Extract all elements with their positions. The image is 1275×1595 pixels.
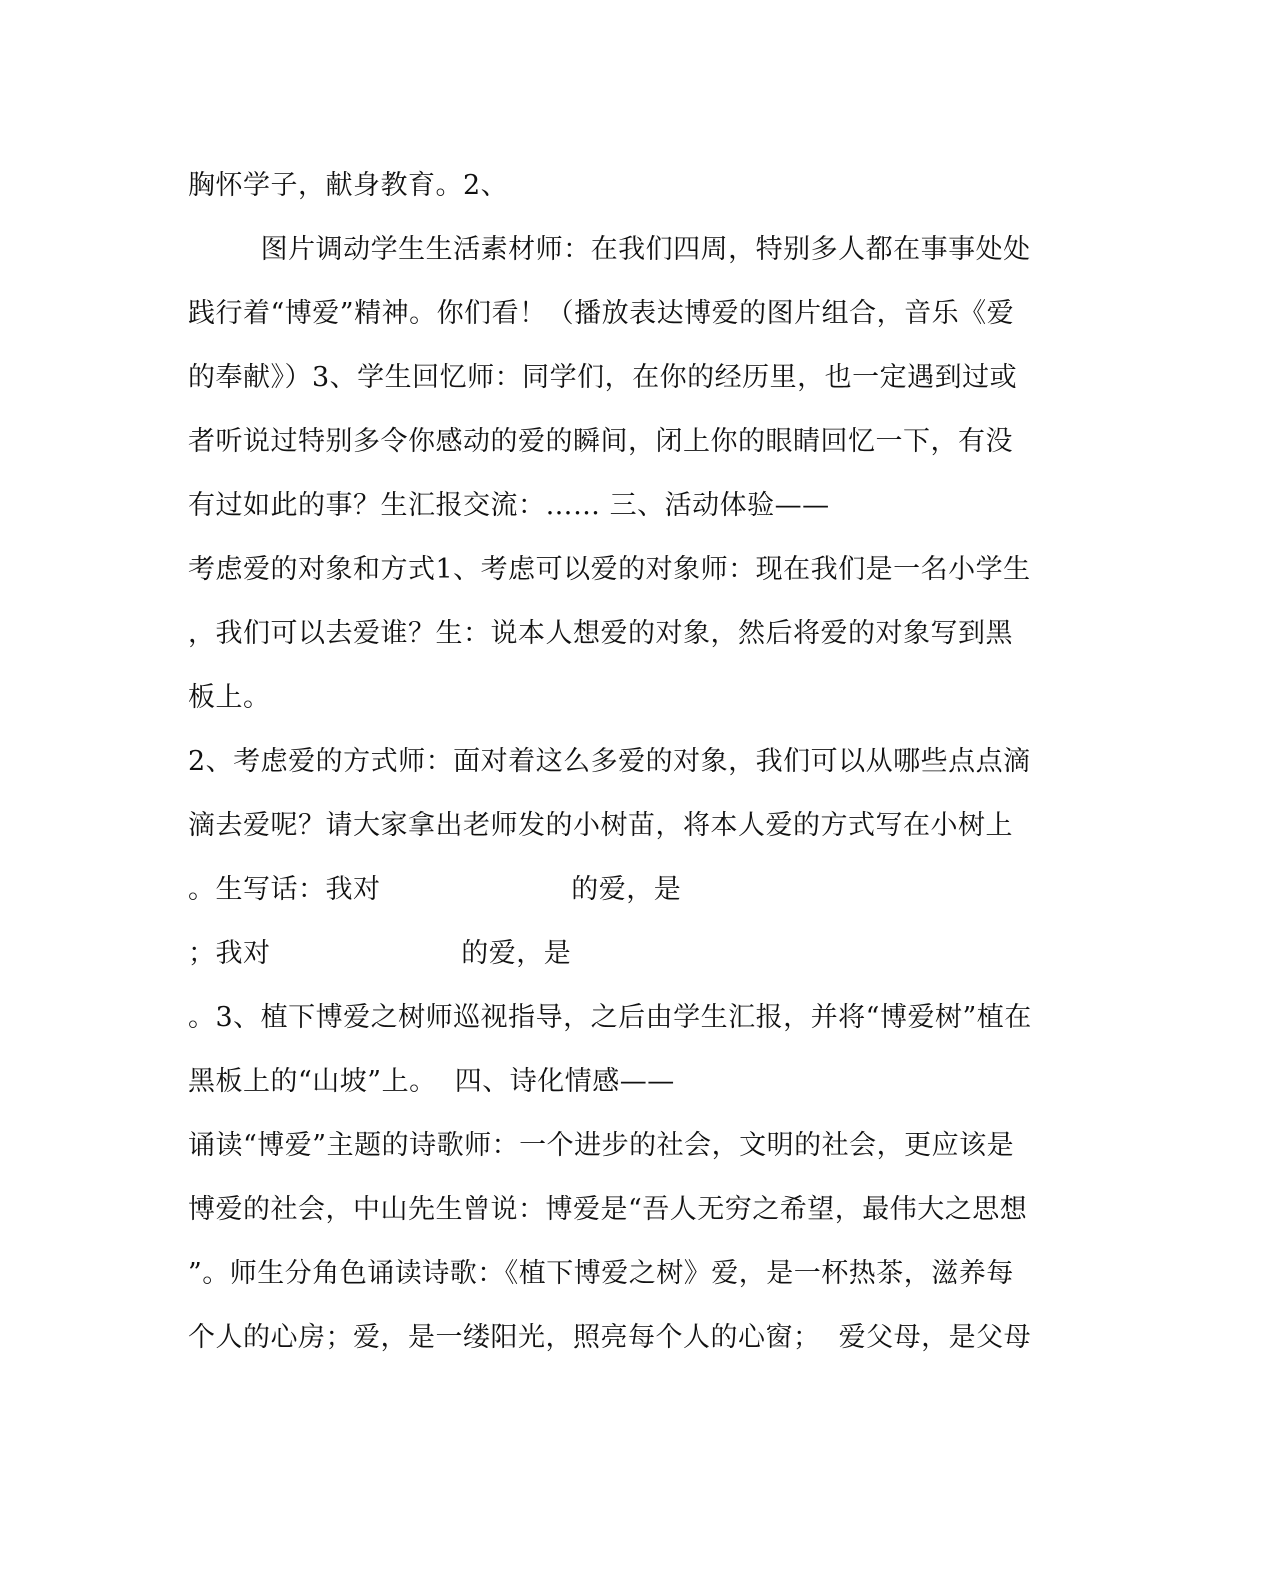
text-line: ”。师生分角色诵读诗歌：《植下博爱之树》爱，是一杯热茶，滋养每 [188,1258,1014,1289]
text-line: ，我们可以去爱谁？生：说本人想爱的对象，然后将爱的对象写到黑 [188,618,1013,649]
text-line: ；我对 的爱，是 [188,938,572,969]
text-line: 板上。 [188,682,271,713]
text-line: 2、考虑爱的方式师：面对着这么多爱的对象，我们可以从哪些点点滴 [188,746,1031,777]
text-line: 滴去爱呢？请大家拿出老师发的小树苗，将本人爱的方式写在小树上 [188,810,1013,841]
text-line: 图片调动学生生活素材师：在我们四周，特别多人都在事事处处 [188,234,1031,265]
text-line: 。生写话：我对 的爱，是 [188,874,682,905]
text-line: 诵读“博爱”主题的诗歌师：一个进步的社会，文明的社会，更应该是 [188,1130,1015,1161]
text-line: 黑板上的“山坡”上。 四、诗化情感—— [188,1066,675,1097]
text-line: 个人的心房；爱，是一缕阳光，照亮每个人的心窗； 爱父母，是父母 [188,1322,1032,1353]
text-line: 。3、植下博爱之树师巡视指导，之后由学生汇报，并将“博爱树”植在 [188,1002,1032,1033]
text-line: 者听说过特别多令你感动的爱的瞬间，闭上你的眼睛回忆一下，有没 [188,426,1013,457]
text-line: 博爱的社会，中山先生曾说：博爱是“吾人无穷之希望，最伟大之思想 [188,1194,1028,1225]
text-line: 践行着“博爱”精神。你们看！（播放表达博爱的图片组合，音乐《爱 [188,298,1015,329]
text-line: 有过如此的事？生汇报交流：…… 三、活动体验—— [188,490,830,521]
text-line: 的奉献》）3、学生回忆师：同学们，在你的经历里，也一定遇到过或 [188,362,1018,393]
text-line: 考虑爱的对象和方式1、考虑可以爱的对象师：现在我们是一名小学生 [188,554,1031,585]
text-line: 胸怀学子，献身教育。2、 [188,170,509,201]
